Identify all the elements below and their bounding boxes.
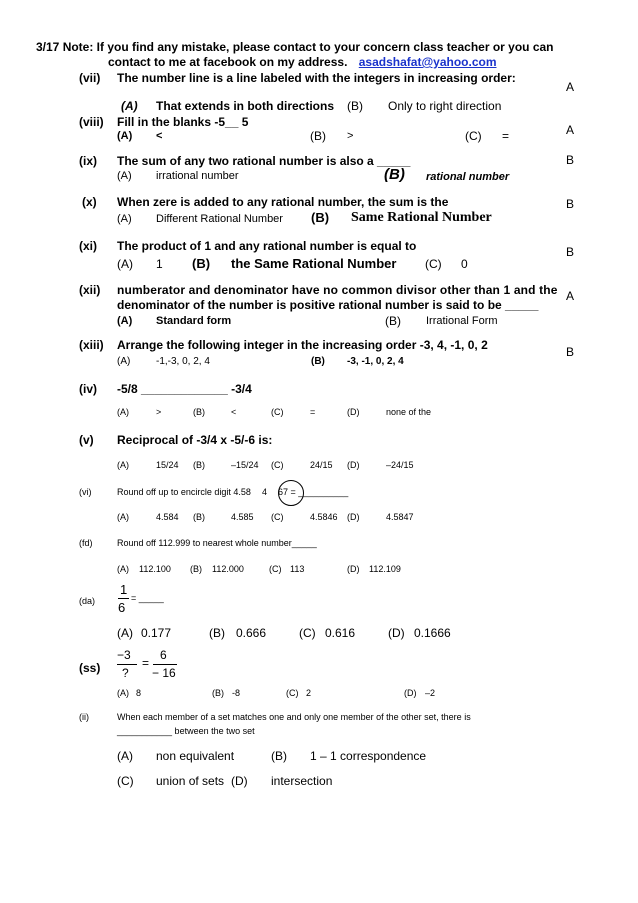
option-a-text: 112.100: [139, 564, 171, 574]
option-a-text: irrational number: [156, 170, 239, 182]
option-b-label: (B): [384, 166, 405, 183]
question-text: -5/8 _____________ -3/4: [117, 382, 252, 396]
option-d-label: (D): [231, 774, 248, 788]
option-a-label: (A): [117, 356, 131, 367]
option-a-text: 1: [156, 257, 163, 271]
option-b-label: (B): [192, 256, 211, 271]
option-b-text: Only to right direction: [388, 99, 502, 113]
option-c-label: (C): [271, 512, 284, 522]
option-c-text: 4.5846: [310, 512, 338, 522]
option-b-text: 112.000: [212, 564, 244, 574]
option-a-label: (A): [117, 257, 133, 271]
right-numerator: 6: [160, 648, 167, 662]
option-c-label: (C): [425, 257, 442, 271]
option-c-label: (C): [271, 407, 284, 417]
option-c-text: union of sets: [156, 774, 225, 788]
option-c-text: 24/15: [310, 460, 333, 470]
option-d-text: –24/15: [386, 460, 414, 470]
question-text: The number line is a line labeled with the integers in increasing order:: [117, 71, 516, 85]
option-a-text: Standard form: [156, 315, 232, 327]
option-c-label: (C): [269, 564, 282, 574]
option-c-text: =: [310, 407, 316, 417]
answer-ix: B: [566, 153, 575, 167]
option-b-label: (B): [310, 129, 326, 143]
option-a-text: 15/24: [156, 460, 179, 470]
option-b-label: (B): [347, 99, 363, 113]
option-b-label: (B): [209, 626, 225, 640]
question-text-suffix: 67 = __________: [277, 487, 349, 497]
option-a-text: <: [156, 130, 163, 142]
question-number: (ix): [79, 154, 97, 168]
option-a-text: 4.584: [156, 512, 179, 522]
question-text: Arrange the following integer in the increasing order -3, 4, -1, 0, 2: [117, 338, 488, 352]
option-b-text: Irrational Form: [426, 315, 498, 327]
option-a-label: (A): [117, 749, 133, 763]
option-a-label: (A): [117, 512, 129, 522]
option-b-text: 4.585: [231, 512, 254, 522]
question-text-line2: ___________ between the two set: [117, 726, 255, 736]
option-d-text: 0.1666: [414, 626, 451, 640]
option-b-text: 0.666: [236, 626, 267, 640]
question-text: Reciprocal of -3/4 x -5/-6 is:: [117, 433, 273, 447]
header-note-line1: 3/17 Note: If you find any mistake, please contact to your concern class teacher or you can: [36, 40, 554, 54]
option-a-label: (A): [117, 564, 129, 574]
option-d-text: 112.109: [369, 564, 401, 574]
question-text: Round off 112.999 to nearest whole number_____: [117, 538, 317, 548]
option-a-text: 0.177: [141, 626, 172, 640]
option-d-label: (D): [388, 626, 405, 640]
option-d-text: 4.5847: [386, 512, 414, 522]
option-a-text: Different Rational Number: [156, 213, 283, 225]
option-a-text: >: [156, 407, 162, 417]
option-b-text: –15/24: [231, 460, 259, 470]
question-text: Fill in the blanks -5__ 5: [117, 115, 249, 129]
option-a-text: That extends in both directions: [156, 99, 335, 113]
encircled-digit: 4: [261, 487, 267, 497]
option-b-text: Same Rational Number: [351, 210, 492, 225]
right-fraction-bar: [153, 664, 177, 665]
option-a-text: -1,-3, 0, 2, 4: [156, 356, 210, 367]
answer-viii: A: [566, 123, 575, 137]
option-c-label: (C): [299, 626, 316, 640]
option-d-text: –2: [425, 688, 436, 698]
option-a-label: (A): [117, 170, 132, 182]
option-d-label: (D): [347, 512, 360, 522]
question-number: (ss): [79, 661, 101, 675]
left-numerator: −3: [117, 648, 131, 662]
option-b-label: (B): [193, 512, 205, 522]
question-number: (fd): [79, 538, 93, 548]
option-b-label: (B): [190, 564, 202, 574]
option-d-label: (D): [347, 407, 360, 417]
question-number: (xi): [79, 239, 97, 253]
option-a-label: (A): [117, 213, 132, 225]
option-b-text: -8: [232, 688, 241, 698]
email-link[interactable]: asadshafat@yahoo.com: [358, 55, 497, 69]
question-number: (iv): [79, 382, 97, 396]
question-number: (da): [79, 596, 96, 606]
option-b-text: <: [231, 407, 237, 417]
option-c-text: 0.616: [325, 626, 356, 640]
option-b-label: (B): [311, 356, 325, 367]
option-a-label: (A): [117, 688, 129, 698]
option-c-text: =: [502, 129, 510, 143]
option-b-label: (B): [193, 460, 205, 470]
option-d-label: (D): [404, 688, 417, 698]
option-b-label: (B): [271, 749, 287, 763]
option-b-label: (B): [193, 407, 205, 417]
question-number: (ii): [79, 712, 89, 722]
fraction-bar: [118, 598, 129, 599]
left-denominator: ?: [122, 666, 129, 680]
question-text-suffix: = _____: [131, 593, 164, 603]
option-a-label: (A): [117, 626, 133, 640]
question-number: (xii): [79, 283, 101, 297]
question-number: (xiii): [79, 338, 104, 352]
option-c-text: 0: [461, 257, 468, 271]
encircle-mark: [278, 480, 304, 506]
option-d-label: (D): [347, 460, 360, 470]
option-d-label: (D): [347, 564, 360, 574]
question-text: When zere is added to any rational number, the sum is the: [117, 195, 449, 209]
question-text-line1: numberator and denominator have no common divisor other than 1 and the: [117, 283, 558, 297]
right-denominator: − 16: [152, 666, 176, 680]
option-d-text: none of the: [386, 407, 432, 417]
option-b-text: the Same Rational Number: [231, 256, 397, 271]
question-number: (vi): [79, 487, 92, 497]
question-text: The product of 1 and any rational number is equal to: [117, 239, 417, 253]
fraction-numerator: 1: [120, 582, 128, 597]
option-b-text: rational number: [426, 171, 510, 183]
question-number: (v): [79, 433, 94, 447]
answer-xi: B: [566, 245, 575, 259]
option-c-text: 2: [306, 688, 312, 698]
option-b-text: >: [347, 130, 354, 142]
question-number: (x): [82, 195, 97, 209]
answer-x: B: [566, 197, 575, 211]
option-a-text: non equivalent: [156, 749, 235, 763]
option-b-text: -3, -1, 0, 2, 4: [347, 356, 404, 367]
answer-xii: A: [566, 289, 575, 303]
option-b-label: (B): [311, 210, 330, 225]
question-text: [117, 487, 348, 497]
header-note-line2: [108, 55, 497, 69]
option-a-label: (A): [117, 407, 129, 417]
option-a-label: (A): [117, 460, 129, 470]
question-number: (viii): [79, 115, 104, 129]
option-a-label: (A): [117, 315, 133, 327]
question-text-line1: When each member of a set matches one and only one member of the other set, there is: [117, 712, 471, 722]
option-b-label: (B): [212, 688, 224, 698]
option-b-label: (B): [385, 314, 401, 328]
option-c-label: (C): [465, 129, 482, 143]
question-text: The sum of any two rational number is also a _____: [117, 154, 411, 168]
question-text-prefix: Round off up to encircle digit 4.58: [117, 487, 251, 497]
question-number: (vii): [79, 71, 101, 85]
option-d-text: intersection: [271, 774, 333, 788]
option-c-label: (C): [117, 774, 134, 788]
answer-xiii: B: [566, 345, 575, 359]
left-fraction-bar: [117, 664, 137, 665]
option-a-label: (A): [117, 130, 133, 142]
answer-vii: A: [566, 80, 575, 94]
option-c-label: (C): [271, 460, 284, 470]
option-a-text: 8: [136, 688, 142, 698]
header-note-text: contact to me at facebook on my address.: [108, 55, 348, 69]
equals-sign: =: [142, 656, 150, 670]
fraction-denominator: 6: [118, 600, 126, 615]
question-text-line2: denominator of the number is positive rational number is said to be _____: [117, 298, 539, 312]
option-c-text: 113: [290, 564, 305, 574]
option-c-label: (C): [286, 688, 299, 698]
option-b-text: 1 – 1 correspondence: [310, 749, 427, 763]
option-a-label: (A): [121, 99, 138, 113]
